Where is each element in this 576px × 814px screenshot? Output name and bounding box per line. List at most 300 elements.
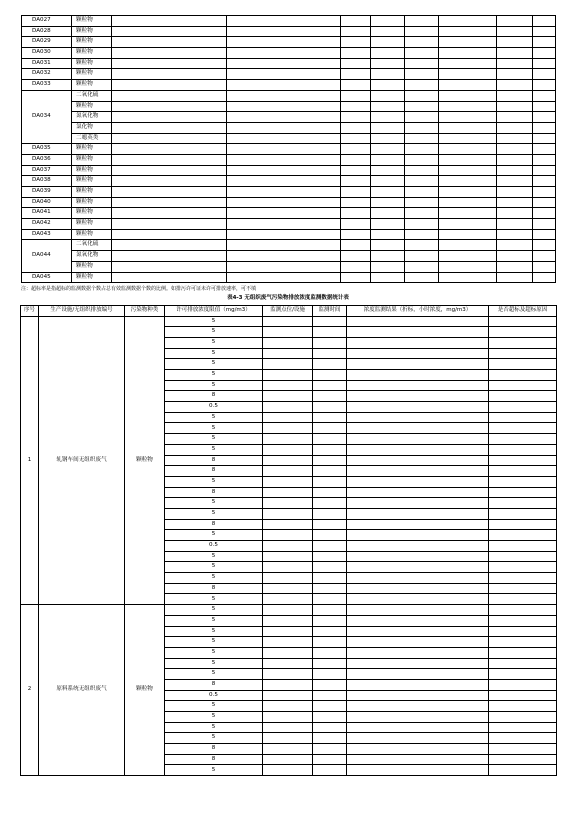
pollutant-cell: 颗粒物 <box>72 165 112 176</box>
empty-cell <box>313 348 347 359</box>
empty-cell <box>341 37 371 48</box>
empty-cell <box>341 219 371 230</box>
outlet-code: DA031 <box>22 58 72 69</box>
empty-cell <box>313 679 347 690</box>
empty-cell <box>371 26 405 37</box>
empty-cell <box>533 58 556 69</box>
empty-cell <box>439 16 497 27</box>
limit-value: 5 <box>165 701 263 712</box>
empty-cell <box>497 80 533 91</box>
empty-cell <box>263 402 313 413</box>
empty-cell <box>497 197 533 208</box>
table-caption: 表4-3 无组织废气污染物排放浓度监测数据统计表 <box>227 295 349 301</box>
empty-cell <box>347 615 489 626</box>
empty-cell <box>112 165 227 176</box>
empty-cell <box>313 444 347 455</box>
empty-cell <box>439 58 497 69</box>
empty-cell <box>533 261 556 272</box>
limit-value: 5 <box>165 615 263 626</box>
empty-cell <box>313 359 347 370</box>
outlet-code: DA040 <box>22 197 72 208</box>
empty-cell <box>341 187 371 198</box>
empty-cell <box>347 647 489 658</box>
empty-cell <box>341 133 371 144</box>
empty-cell <box>347 412 489 423</box>
empty-cell <box>497 165 533 176</box>
empty-cell <box>227 176 341 187</box>
pollutant-cell: 颗粒物 <box>72 219 112 230</box>
empty-cell <box>371 101 405 112</box>
empty-cell <box>439 261 497 272</box>
empty-cell <box>347 359 489 370</box>
outlet-code: DA029 <box>22 37 72 48</box>
empty-cell <box>489 508 557 519</box>
empty-cell <box>347 744 489 755</box>
empty-cell <box>489 744 557 755</box>
empty-cell <box>341 165 371 176</box>
outlet-code: DA041 <box>22 208 72 219</box>
limit-value: 5 <box>165 423 263 434</box>
empty-cell <box>533 229 556 240</box>
empty-cell <box>439 240 497 251</box>
empty-cell <box>439 251 497 262</box>
empty-cell <box>347 712 489 723</box>
empty-cell <box>112 69 227 80</box>
empty-cell <box>313 583 347 594</box>
empty-cell <box>439 154 497 165</box>
empty-cell <box>489 455 557 466</box>
header-row <box>21 306 557 317</box>
empty-cell <box>313 765 347 776</box>
empty-cell <box>497 112 533 123</box>
outlet-code: DA044 <box>22 240 72 272</box>
limit-value: 5 <box>165 605 263 616</box>
empty-cell <box>405 229 439 240</box>
outlet-code: DA027 <box>22 16 72 27</box>
empty-cell <box>489 583 557 594</box>
empty-cell <box>405 16 439 27</box>
empty-cell <box>439 272 497 283</box>
pollutant-cell: 颗粒物 <box>72 101 112 112</box>
empty-cell <box>489 327 557 338</box>
empty-cell <box>313 658 347 669</box>
empty-cell <box>439 144 497 155</box>
pollutant-cell: 二氧化硫 <box>72 240 112 251</box>
empty-cell <box>313 402 347 413</box>
empty-cell <box>347 316 489 327</box>
empty-cell <box>227 219 341 230</box>
limit-value: 5 <box>165 594 263 605</box>
empty-cell <box>405 240 439 251</box>
pollutant-cell: 颗粒物 <box>72 208 112 219</box>
row-number: 2 <box>21 605 39 776</box>
empty-cell <box>112 176 227 187</box>
empty-cell <box>313 605 347 616</box>
empty-cell <box>347 658 489 669</box>
limit-value: 5 <box>165 316 263 327</box>
empty-cell <box>533 272 556 283</box>
empty-cell <box>263 679 313 690</box>
empty-cell <box>497 219 533 230</box>
empty-cell <box>371 176 405 187</box>
empty-cell <box>497 26 533 37</box>
table-row <box>22 133 556 144</box>
empty-cell <box>227 261 341 272</box>
empty-cell <box>313 423 347 434</box>
empty-cell <box>405 90 439 101</box>
empty-cell <box>497 90 533 101</box>
empty-cell <box>347 583 489 594</box>
empty-cell <box>489 337 557 348</box>
empty-cell <box>489 733 557 744</box>
empty-cell <box>533 101 556 112</box>
empty-cell <box>263 391 313 402</box>
limit-value: 0.5 <box>165 690 263 701</box>
outlet-code: DA038 <box>22 176 72 187</box>
limit-value: 5 <box>165 380 263 391</box>
empty-cell <box>439 165 497 176</box>
empty-cell <box>439 122 497 133</box>
limit-value: 8 <box>165 744 263 755</box>
empty-cell <box>533 144 556 155</box>
empty-cell <box>497 16 533 27</box>
empty-cell <box>263 626 313 637</box>
empty-cell <box>371 154 405 165</box>
limit-value: 5 <box>165 498 263 509</box>
empty-cell <box>313 380 347 391</box>
empty-cell <box>227 48 341 59</box>
empty-cell <box>347 444 489 455</box>
empty-cell <box>341 229 371 240</box>
empty-cell <box>347 701 489 712</box>
empty-cell <box>439 101 497 112</box>
empty-cell <box>313 455 347 466</box>
empty-cell <box>263 316 313 327</box>
empty-cell <box>112 133 227 144</box>
empty-cell <box>489 444 557 455</box>
table-row <box>22 101 556 112</box>
empty-cell <box>313 733 347 744</box>
table-row <box>21 605 557 616</box>
pollutant-cell: 氮氧化物 <box>72 251 112 262</box>
empty-cell <box>405 112 439 123</box>
empty-cell <box>263 733 313 744</box>
empty-cell <box>313 637 347 648</box>
outlet-code: DA032 <box>22 69 72 80</box>
empty-cell <box>341 58 371 69</box>
empty-cell <box>489 434 557 445</box>
empty-cell <box>533 176 556 187</box>
empty-cell <box>227 229 341 240</box>
empty-cell <box>227 144 341 155</box>
empty-cell <box>112 240 227 251</box>
empty-cell <box>347 733 489 744</box>
empty-cell <box>497 144 533 155</box>
empty-cell <box>439 26 497 37</box>
empty-cell <box>533 133 556 144</box>
empty-cell <box>405 69 439 80</box>
empty-cell <box>489 722 557 733</box>
empty-cell <box>489 391 557 402</box>
empty-cell <box>347 573 489 584</box>
empty-cell <box>533 197 556 208</box>
empty-cell <box>313 466 347 477</box>
empty-cell <box>533 80 556 91</box>
column-header: 监测点位/设施 <box>263 306 313 317</box>
empty-cell <box>489 423 557 434</box>
empty-cell <box>489 402 557 413</box>
empty-cell <box>489 605 557 616</box>
empty-cell <box>489 562 557 573</box>
empty-cell <box>227 69 341 80</box>
empty-cell <box>313 327 347 338</box>
empty-cell <box>341 272 371 283</box>
empty-cell <box>439 112 497 123</box>
empty-cell <box>371 133 405 144</box>
column-header: 序号 <box>21 306 39 317</box>
empty-cell <box>489 530 557 541</box>
table-row <box>22 219 556 230</box>
empty-cell <box>489 551 557 562</box>
empty-cell <box>489 498 557 509</box>
table-row <box>22 197 556 208</box>
empty-cell <box>405 187 439 198</box>
pollutant-cell: 颗粒物 <box>72 144 112 155</box>
empty-cell <box>405 144 439 155</box>
empty-cell <box>371 165 405 176</box>
empty-cell <box>227 58 341 69</box>
empty-cell <box>263 370 313 381</box>
empty-cell <box>497 37 533 48</box>
limit-value: 8 <box>165 679 263 690</box>
limit-value: 5 <box>165 348 263 359</box>
empty-cell <box>341 69 371 80</box>
empty-cell <box>347 669 489 680</box>
empty-cell <box>341 261 371 272</box>
pollutant-cell: 颗粒物 <box>72 261 112 272</box>
empty-cell <box>263 359 313 370</box>
limit-value: 0.5 <box>165 541 263 552</box>
empty-cell <box>405 133 439 144</box>
empty-cell <box>227 133 341 144</box>
empty-cell <box>497 69 533 80</box>
empty-cell <box>497 272 533 283</box>
empty-cell <box>497 208 533 219</box>
empty-cell <box>347 679 489 690</box>
empty-cell <box>347 391 489 402</box>
limit-value: 5 <box>165 765 263 776</box>
pollutant-cell: 颗粒物 <box>72 197 112 208</box>
empty-cell <box>489 658 557 669</box>
empty-cell <box>489 690 557 701</box>
empty-cell <box>533 122 556 133</box>
empty-cell <box>263 669 313 680</box>
empty-cell <box>227 37 341 48</box>
empty-cell <box>533 26 556 37</box>
empty-cell <box>313 519 347 530</box>
empty-cell <box>497 240 533 251</box>
empty-cell <box>341 144 371 155</box>
table-row <box>22 208 556 219</box>
column-header: 污染物种类 <box>125 306 165 317</box>
empty-cell <box>263 583 313 594</box>
empty-cell <box>533 154 556 165</box>
empty-cell <box>313 434 347 445</box>
empty-cell <box>227 240 341 251</box>
empty-cell <box>405 197 439 208</box>
outlet-code: DA033 <box>22 80 72 91</box>
empty-cell <box>263 541 313 552</box>
empty-cell <box>263 487 313 498</box>
empty-cell <box>263 434 313 445</box>
empty-cell <box>112 37 227 48</box>
empty-cell <box>439 197 497 208</box>
table-row <box>22 144 556 155</box>
empty-cell <box>497 58 533 69</box>
pollutant-type: 颗粒物 <box>125 316 165 605</box>
empty-cell <box>341 80 371 91</box>
pollutant-cell: 颗粒物 <box>72 154 112 165</box>
empty-cell <box>313 615 347 626</box>
empty-cell <box>533 240 556 251</box>
pollutant-cell: 颗粒物 <box>72 176 112 187</box>
empty-cell <box>489 412 557 423</box>
empty-cell <box>263 647 313 658</box>
empty-cell <box>313 744 347 755</box>
empty-cell <box>497 133 533 144</box>
empty-cell <box>347 402 489 413</box>
empty-cell <box>533 208 556 219</box>
empty-cell <box>112 48 227 59</box>
empty-cell <box>347 562 489 573</box>
pollutant-cell: 颗粒物 <box>72 272 112 283</box>
empty-cell <box>405 219 439 230</box>
empty-cell <box>313 701 347 712</box>
empty-cell <box>405 26 439 37</box>
empty-cell <box>313 722 347 733</box>
empty-cell <box>263 327 313 338</box>
table-row <box>22 16 556 27</box>
empty-cell <box>112 187 227 198</box>
empty-cell <box>227 208 341 219</box>
pollutant-cell: 二噁英类 <box>72 133 112 144</box>
empty-cell <box>371 80 405 91</box>
column-header: 生产设施/无组织排放编号 <box>39 306 125 317</box>
empty-cell <box>371 261 405 272</box>
empty-cell <box>439 187 497 198</box>
outlet-table <box>21 15 556 283</box>
limit-value: 0.5 <box>165 402 263 413</box>
empty-cell <box>341 251 371 262</box>
empty-cell <box>263 744 313 755</box>
pollutant-cell: 氯化物 <box>72 122 112 133</box>
outlet-code: DA035 <box>22 144 72 155</box>
limit-value: 8 <box>165 487 263 498</box>
limit-value: 5 <box>165 508 263 519</box>
outlet-code: DA042 <box>22 219 72 230</box>
empty-cell <box>313 487 347 498</box>
limit-value: 5 <box>165 573 263 584</box>
facility-name: 轧钢车间无组织废气 <box>39 316 125 605</box>
limit-value: 5 <box>165 530 263 541</box>
limit-value: 5 <box>165 359 263 370</box>
empty-cell <box>405 251 439 262</box>
empty-cell <box>405 48 439 59</box>
empty-cell <box>489 765 557 776</box>
empty-cell <box>263 380 313 391</box>
limit-value: 5 <box>165 712 263 723</box>
empty-cell <box>227 251 341 262</box>
empty-cell <box>371 187 405 198</box>
empty-cell <box>263 605 313 616</box>
empty-cell <box>497 122 533 133</box>
limit-value: 5 <box>165 722 263 733</box>
outlet-code: DA030 <box>22 48 72 59</box>
empty-cell <box>405 272 439 283</box>
empty-cell <box>533 219 556 230</box>
limit-value: 5 <box>165 434 263 445</box>
empty-cell <box>347 337 489 348</box>
empty-cell <box>313 562 347 573</box>
empty-cell <box>497 48 533 59</box>
table-row <box>22 26 556 37</box>
limit-value: 5 <box>165 551 263 562</box>
empty-cell <box>341 240 371 251</box>
empty-cell <box>347 722 489 733</box>
empty-cell <box>533 48 556 59</box>
empty-cell <box>227 16 341 27</box>
table-row <box>22 272 556 283</box>
empty-cell <box>313 541 347 552</box>
empty-cell <box>263 562 313 573</box>
empty-cell <box>227 187 341 198</box>
empty-cell <box>439 133 497 144</box>
empty-cell <box>112 101 227 112</box>
empty-cell <box>227 101 341 112</box>
empty-cell <box>371 48 405 59</box>
empty-cell <box>313 498 347 509</box>
empty-cell <box>405 122 439 133</box>
table-row <box>22 240 556 251</box>
empty-cell <box>489 647 557 658</box>
empty-cell <box>405 176 439 187</box>
empty-cell <box>313 712 347 723</box>
empty-cell <box>112 208 227 219</box>
empty-cell <box>227 197 341 208</box>
outlet-code: DA028 <box>22 26 72 37</box>
empty-cell <box>371 37 405 48</box>
empty-cell <box>313 316 347 327</box>
pollutant-cell: 颗粒物 <box>72 26 112 37</box>
empty-cell <box>263 722 313 733</box>
table-row <box>22 165 556 176</box>
fugitive-emission-table <box>20 305 557 776</box>
empty-cell <box>497 187 533 198</box>
outlet-code: DA043 <box>22 229 72 240</box>
pollutant-cell: 颗粒物 <box>72 48 112 59</box>
empty-cell <box>112 80 227 91</box>
empty-cell <box>489 637 557 648</box>
empty-cell <box>341 112 371 123</box>
empty-cell <box>227 80 341 91</box>
empty-cell <box>347 637 489 648</box>
empty-cell <box>263 498 313 509</box>
empty-cell <box>489 701 557 712</box>
empty-cell <box>405 80 439 91</box>
empty-cell <box>489 615 557 626</box>
empty-cell <box>347 455 489 466</box>
empty-cell <box>313 508 347 519</box>
